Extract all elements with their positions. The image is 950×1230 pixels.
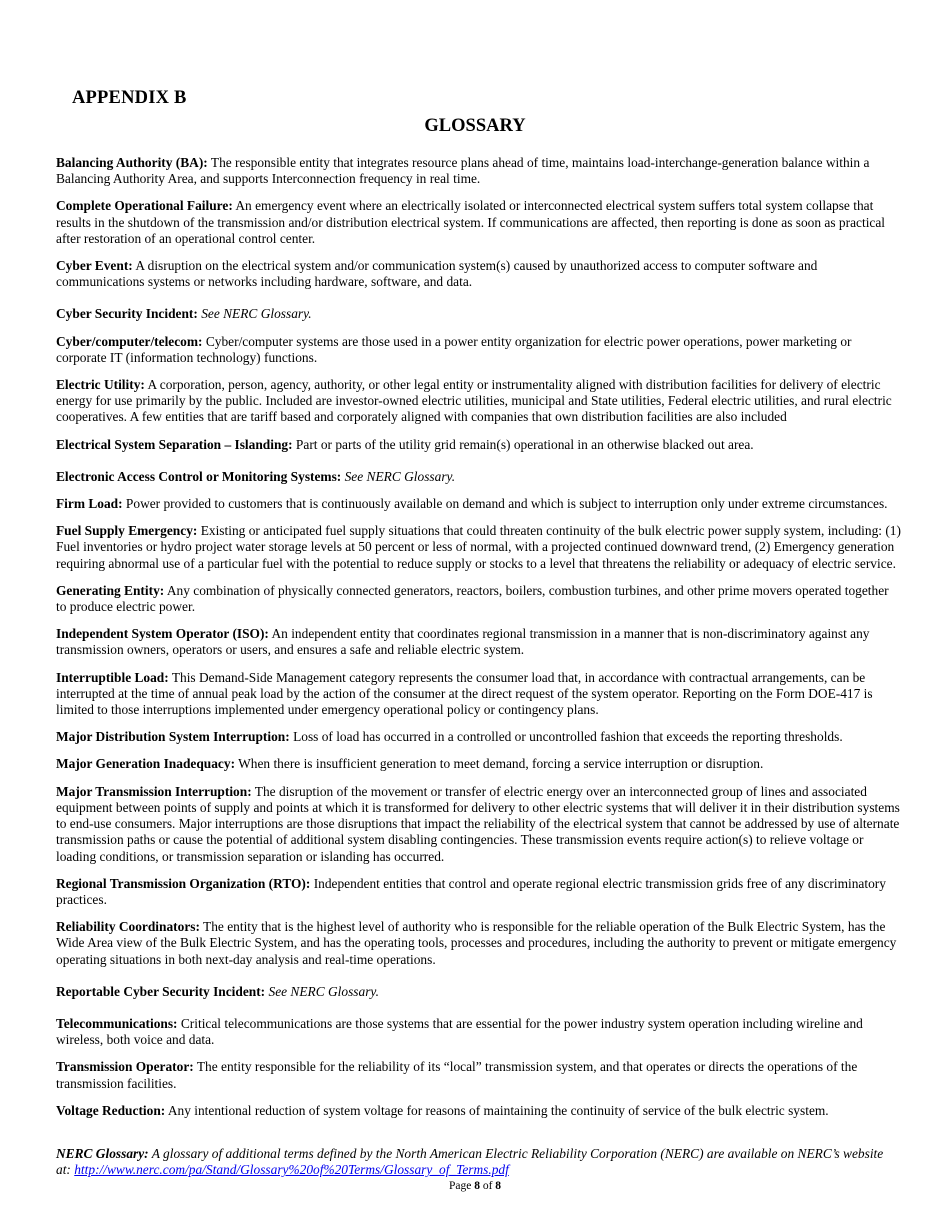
glossary-entry <box>56 919 901 968</box>
footnote-text: A glossary of additional terms defined by the North American Electric Reliability Corporation (NERC) are available on NERC’s website at <box>56 1146 884 1178</box>
glossary-term: Generating Entity: <box>56 582 165 598</box>
glossary-definition: This Demand-Side Management category represents the consumer load that, in accordance with contractual arrangements, can be interrupted at the time of annual peak load by the action of the consumer at the direct request of the system operator. Reporting on the Form DOE-417 is limited to those interruptions implemented under emergency operational policy or contingency plans. <box>56 669 873 718</box>
glossary-entry <box>56 198 901 247</box>
page-number <box>0 1180 950 1192</box>
footnote-term: NERC Glossary: <box>56 1146 149 1161</box>
glossary-term: Major Generation Inadequacy: <box>56 756 236 772</box>
glossary-definition: Any combination of physically connected generators, reactors, boilers, combustion turbines, and other prime movers operated together to produce electric power. <box>56 582 889 615</box>
glossary-definition: The entity responsible for the reliability of its “local” transmission system, and that operates or directs the operations of the transmission facilities. <box>56 1059 858 1091</box>
glossary-term: Major Distribution System Interruption: <box>56 729 290 745</box>
glossary-definition: Independent entities that control and operate regional electric transmission grids free of any discriminatory practices. <box>56 875 886 907</box>
glossary-definition: Part or parts of the utility grid remain(s) operational in an otherwise blacked out area. <box>292 436 754 452</box>
glossary-term: Independent System Operator (ISO): <box>56 626 269 642</box>
glossary-entry <box>56 155 901 187</box>
glossary-definition: See NERC Glossary. <box>265 983 379 999</box>
glossary-entry <box>56 306 901 322</box>
glossary-definition: The disruption of the movement or transfer of electric energy over an interconnected group of lines and associated equipment between points of supply and points at which it is transformed for delivery to other electric systems that will deliver it in their distribution systems to end-use consumers. Major interruptions are those disruptions that impact the reliability of the electrical system that cannot be addressed by use of alternate transmission paths or cause the potential of additional system disabling contingencies. These transmission events require action(s) to relieve voltage or loading conditions, or transmission separation or islanding has occurred. <box>56 783 900 864</box>
page-title: GLOSSARY <box>424 116 526 136</box>
glossary-definition: Any intentional reduction of system voltage for reasons of maintaining the continuity of service of the bulk electric system. <box>165 1102 829 1118</box>
glossary-entry <box>56 984 901 1000</box>
glossary-entry <box>56 583 901 615</box>
glossary-definition: An emergency event where an electrically isolated or interconnected electrical system suffers total system collapse that results in the shutdown of the transmission and/or distribution electrical system. If communications are affected, then reporting is done as soon as practical after restoration of an operational control center. <box>56 198 886 246</box>
glossary-term: Fuel Supply Emergency: <box>56 523 198 539</box>
glossary-term: Firm Load: <box>56 496 123 512</box>
appendix-label: APPENDIX B <box>72 88 187 108</box>
glossary-term: Electrical System Separation – Islanding: <box>56 436 293 452</box>
nerc-glossary-note <box>56 1146 901 1178</box>
glossary-entry <box>56 1103 901 1119</box>
glossary-entry <box>56 626 901 658</box>
glossary-term: Cyber Event: <box>56 258 133 274</box>
page-number-total: 8 <box>495 1180 502 1192</box>
glossary-term: Major Transmission Interruption: <box>56 783 252 799</box>
glossary-definition: When there is insufficient generation to meet demand, forcing a service interruption or disruption. <box>235 756 764 772</box>
glossary-definition: See NERC Glossary. <box>341 468 456 484</box>
glossary-entry <box>56 876 901 908</box>
glossary-term: Reliability Coordinators: <box>56 919 200 935</box>
glossary-definition: Loss of load has occurred in a controlled or uncontrolled fashion that exceeds the reporting thresholds. <box>289 729 843 745</box>
page-number-current: 8 <box>474 1180 480 1192</box>
glossary-definition: Cyber/computer systems are those used in a power entity organization for electric power operations, power marketing or corporate IT (information technology) functions. <box>56 333 852 365</box>
glossary-entry <box>56 469 901 485</box>
glossary-entry <box>56 1016 901 1048</box>
glossary-entry <box>56 670 901 719</box>
glossary-entry <box>56 523 901 572</box>
glossary-definition: Power provided to customers that is continuously available on demand and which is subject to interruption only under extreme circumstances. <box>122 496 888 512</box>
glossary-entry <box>56 496 901 512</box>
glossary-list <box>56 155 901 1119</box>
glossary-definition: A corporation, person, agency, authority, or other legal entity or instrumentality aligned with distribution facilities for delivery of electric energy for use primarily by the public. Included are investor-owned electric utilities, municipal and State utilities, Federal electric utilities, and rural electric cooperatives. A few entities that are tariff based and corporately aligned with companies that own distribution facilities are also included <box>56 377 892 425</box>
glossary-entry <box>56 334 901 366</box>
glossary-term: Regional Transmission Organization (RTO): <box>56 875 311 891</box>
glossary-term: Telecommunications: <box>56 1015 178 1031</box>
page-number-prefix: Page <box>448 1180 475 1192</box>
glossary-term: Transmission Operator: <box>56 1059 194 1075</box>
glossary-term: Reportable Cyber Security Incident: <box>56 983 266 999</box>
glossary-definition: The responsible entity that integrates resource plans ahead of time, maintains load-interchange-generation balance within a Balancing Authority Area, and supports Interconnection frequency in real time. <box>56 155 870 187</box>
glossary-definition: See NERC Glossary. <box>197 306 312 322</box>
glossary-term: Cyber/computer/telecom: <box>56 333 203 349</box>
glossary-entry <box>56 258 901 290</box>
glossary-entry <box>56 377 901 426</box>
glossary-definition: The entity that is the highest level of authority who is responsible for the reliable operation of the Bulk Electric System, has the Wide Area view of the Bulk Electric System, and has the operating tools, processes and procedures, including the authority to prevent or mitigate emergency operating situations in both next-day analysis and real-time operations. <box>56 919 897 967</box>
glossary-term: Voltage Reduction: <box>56 1102 166 1118</box>
glossary-term: Balancing Authority (BA): <box>56 155 208 170</box>
page-number-middle: of <box>479 1180 496 1192</box>
glossary-term: Interruptible Load: <box>56 669 169 685</box>
glossary-entry <box>56 1059 901 1091</box>
glossary-term: Cyber Security Incident: <box>56 306 198 322</box>
glossary-term: Complete Operational Failure: <box>56 198 233 214</box>
glossary-entry <box>56 729 901 745</box>
nerc-glossary-link[interactable]: http://www.nerc.com/pa/Stand/Glossary%20of%20Terms/Glossary_of_Terms.pdf <box>74 1162 509 1178</box>
glossary-definition: Critical telecommunications are those systems that are essential for the power industry system operation including wireline and wireless, both voice and data. <box>56 1015 863 1048</box>
glossary-term: Electric Utility: <box>56 377 145 393</box>
glossary-entry <box>56 437 901 453</box>
glossary-term: Electronic Access Control or Monitoring Systems: <box>56 468 342 484</box>
glossary-definition: An independent entity that coordinates regional transmission in a manner that is non-discriminatory against any transmission owners, operators or users, and ensures a safe and reliable electric system. <box>56 626 870 658</box>
glossary-entry <box>56 784 901 865</box>
glossary-entry <box>56 756 901 772</box>
glossary-definition: Existing or anticipated fuel supply situations that could threaten continuity of the bulk electric power supply system, including: (1) Fuel inventories or hydro project water storage levels at 50 percent or less of normal, with a projected continued downward trend, (2) Emergency generation requiring abnormal use of a particular fuel with the potential to reduce supply or stocks to a level that threatens the reliability or adequacy of electric service. <box>56 523 901 571</box>
glossary-definition: A disruption on the electrical system and/or communication system(s) caused by unauthorized access to computer software and communications systems or networks including hardware, software, and data. <box>56 258 818 290</box>
footnote-link-prefix: : <box>66 1162 75 1178</box>
